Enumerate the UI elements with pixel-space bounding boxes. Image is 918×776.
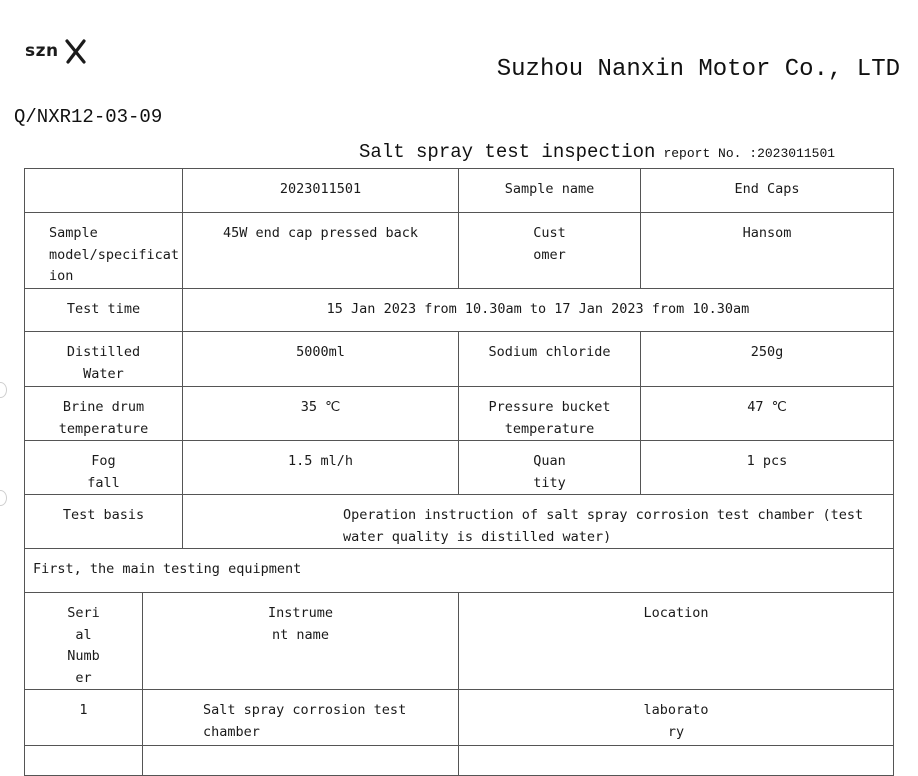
serial-number-header: Seri al Numb er bbox=[25, 593, 143, 690]
instrument-name-cell: Salt spray corrosion test chamber bbox=[143, 690, 459, 746]
quantity-value: 1 pcs bbox=[641, 441, 894, 495]
report-number-value: 2023011501 bbox=[183, 169, 459, 213]
empty-cell bbox=[459, 746, 894, 776]
distilled-water-value: 5000ml bbox=[183, 332, 459, 387]
customer-value: Hansom bbox=[641, 213, 894, 289]
report-title bbox=[359, 141, 835, 163]
fog-fall-label: Fog fall bbox=[25, 441, 183, 495]
table-row bbox=[25, 441, 894, 495]
margin-marker bbox=[0, 490, 7, 506]
report-title-text: Salt spray test inspection bbox=[359, 141, 656, 163]
table-row bbox=[25, 495, 894, 549]
brine-drum-temperature-value: 35 ℃ bbox=[183, 387, 459, 441]
fog-fall-value: 1.5 ml/h bbox=[183, 441, 459, 495]
margin-marker bbox=[0, 382, 7, 398]
table-row bbox=[25, 690, 894, 746]
distilled-water-label: Distilled Water bbox=[25, 332, 183, 387]
quantity-label: Quan tity bbox=[459, 441, 641, 495]
section-heading-equipment: First, the main testing equipment bbox=[25, 549, 894, 593]
sodium-chloride-label: Sodium chloride bbox=[459, 332, 641, 387]
sodium-chloride-value: 250g bbox=[641, 332, 894, 387]
location-header: Location bbox=[459, 593, 894, 690]
location-cell: laborato ry bbox=[459, 690, 894, 746]
sample-name-label: Sample name bbox=[459, 169, 641, 213]
empty-cell bbox=[143, 746, 459, 776]
test-basis-value: Operation instruction of salt spray corrosion test chamber (test water quality is distilled water) bbox=[183, 495, 894, 549]
company-logo bbox=[24, 36, 88, 66]
table-row bbox=[25, 387, 894, 441]
test-time-label: Test time bbox=[25, 289, 183, 332]
document-code: Q/NXR12-03-09 bbox=[14, 106, 163, 128]
table-row bbox=[25, 289, 894, 332]
pressure-bucket-temperature-label: Pressure bucket temperature bbox=[459, 387, 641, 441]
sample-model-value: 45W end cap pressed back bbox=[183, 213, 459, 289]
report-number: report No. :2023011501 bbox=[663, 146, 836, 161]
report-number-label-cell bbox=[25, 169, 183, 213]
svg-text:szn: szn bbox=[25, 41, 59, 61]
customer-label: Cust omer bbox=[459, 213, 641, 289]
brine-drum-temperature-label: Brine drum temperature bbox=[25, 387, 183, 441]
sample-name-value: End Caps bbox=[641, 169, 894, 213]
pressure-bucket-temperature-value: 47 ℃ bbox=[641, 387, 894, 441]
table-row bbox=[25, 746, 894, 776]
instrument-name-header: Instrume nt name bbox=[143, 593, 459, 690]
inspection-table bbox=[24, 168, 894, 776]
serial-number-cell: 1 bbox=[25, 690, 143, 746]
company-name: Suzhou Nanxin Motor Co., LTD bbox=[496, 56, 900, 83]
test-basis-label: Test basis bbox=[25, 495, 183, 549]
sample-model-label: Sample model/specificat ion bbox=[25, 213, 183, 289]
table-row bbox=[25, 549, 894, 593]
empty-cell bbox=[25, 746, 143, 776]
table-header-row bbox=[25, 593, 894, 690]
table-row bbox=[25, 169, 894, 213]
test-time-value: 15 Jan 2023 from 10.30am to 17 Jan 2023 from 10.30am bbox=[183, 289, 894, 332]
table-row bbox=[25, 332, 894, 387]
table-row bbox=[25, 213, 894, 289]
